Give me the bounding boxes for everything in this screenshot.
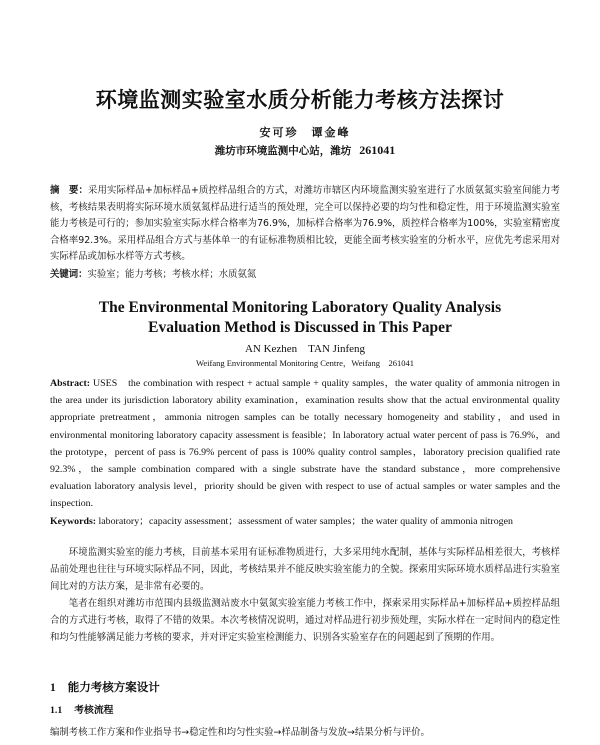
keywords-english-label: Keywords:: [50, 515, 97, 527]
body-text: [50, 544, 560, 646]
body-paragraph-1: 环境监测实验室的能力考核，目前基本采用有证标准物质进行，大多采用纯水配制，基体与实际样品相差很大，考核样品前处理也往往与环境实际样品不同，因此，考核结果并不能反映实验室能力的全貌。探索用实际环境水质样品进行实验室间比对的方法方案，是非常有必要的。: [50, 547, 560, 592]
affiliation-english: Weifang Environmental Monitoring Centre，Weifang 261041: [196, 358, 414, 368]
section-heading-1-1: [50, 702, 560, 716]
section-1-1-number: 1.1: [50, 705, 63, 716]
abstract-chinese-label: 摘 要：: [50, 185, 89, 196]
keywords-english-text: laboratory；capacity assessment；assessment of water samples；the water quality of ammonia nitrogen: [96, 515, 513, 527]
section-heading-1: [50, 679, 560, 695]
section-1-number: 1: [50, 682, 56, 694]
title-english: [40, 298, 560, 338]
section-1-1-title: 考核流程: [74, 705, 114, 716]
authors-chinese: 安可珍 谭金峰: [259, 126, 351, 139]
process-flow-text: 编制考核工作方案和作业指导书→稳定性和均匀性实验→样品制备与发放→结果分析与评价。: [50, 727, 430, 738]
title-english-line-2: Evaluation Method is Discussed in This Paper: [148, 319, 452, 336]
abstract-english-text: USES the combination with respect + actual sample + quality samples，the water quality of ammonia nitrogen in the area under its jurisdiction laboratory ability examination，examination results show that the actual environmental quality appropriate pretreatment，ammonia nitrogen samples can be totally necessary homogeneity and stability，and used in environmental monitoring laboratory capacity assessment is feasible；In laboratory actual water percent of pass is 76.9%，and the prototype，percent of pass is 76.9% percent of pass is 100% quality control samples，laboratory precision qualified rate 92.3%，the sample combination compared with a single substrate have the standard substance，more comprehensive evaluation laboratory analysis level，priority should be given with respect to use of actual samples or water samples and the inspection.: [50, 378, 560, 510]
affiliation-chinese-text: 潍坊市环境监测中心站，潍坊: [214, 145, 352, 157]
abstract-english-label: Abstract:: [50, 378, 91, 389]
keywords-chinese-label: 关键词：: [50, 269, 88, 280]
affiliation-chinese: [50, 143, 560, 158]
body-paragraph-2: 笔者在组织对潍坊市范围内县级监测站废水中氨氮实验室能力考核工作中，探索采用实际样品+加标样品+质控样品组合的方式进行考核，取得了不错的效果。本次考核情况说明，通过对样品进行初步预处理，实际水样在一定时间内的稳定性和均匀性能够满足能力考核的要求，并对评定实验室检测能力、识别各实验室存在的问题起到了预期的作用。: [50, 598, 560, 643]
section-1-title: 能力考核方案设计: [67, 680, 160, 694]
title-chinese: 环境监测实验室水质分析能力考核方法探讨: [95, 88, 505, 112]
abstract-chinese-text: 采用实际样品+加标样品+质控样品组合的方式，对潍坊市辖区内环境监测实验室进行了水质氨氮实验室间能力考核，考核结果表明将实际环境水质氨氮样品进行适当的预处理，完全可以保持必要的均匀性和稳定性，用于环境监测实验室能力考核是可行的；参加实验室实际水样合格率为76.9%，加标样合格率为76.9%，质控样合格率为100%，实验室精密度合格率92.3%。采用样品组合方式与基体单一的有证标准物质相比较，更能全面考核实验室的分析水平，应优先考虑采用对实际样品或加标水样等方式考核。: [50, 185, 560, 262]
authors-english: AN Kezhen TAN Jinfeng: [244, 343, 366, 355]
abstract-english: [50, 375, 560, 530]
keywords-chinese-text: 实验室；能力考核；考核水样；水质氨氮: [87, 269, 257, 280]
title-english-line-1: The Environmental Monitoring Laboratory Quality Analysis: [98, 299, 502, 316]
keywords-chinese: [50, 266, 560, 280]
abstract-chinese: [50, 183, 560, 266]
postcode-chinese: 261041: [359, 143, 396, 157]
